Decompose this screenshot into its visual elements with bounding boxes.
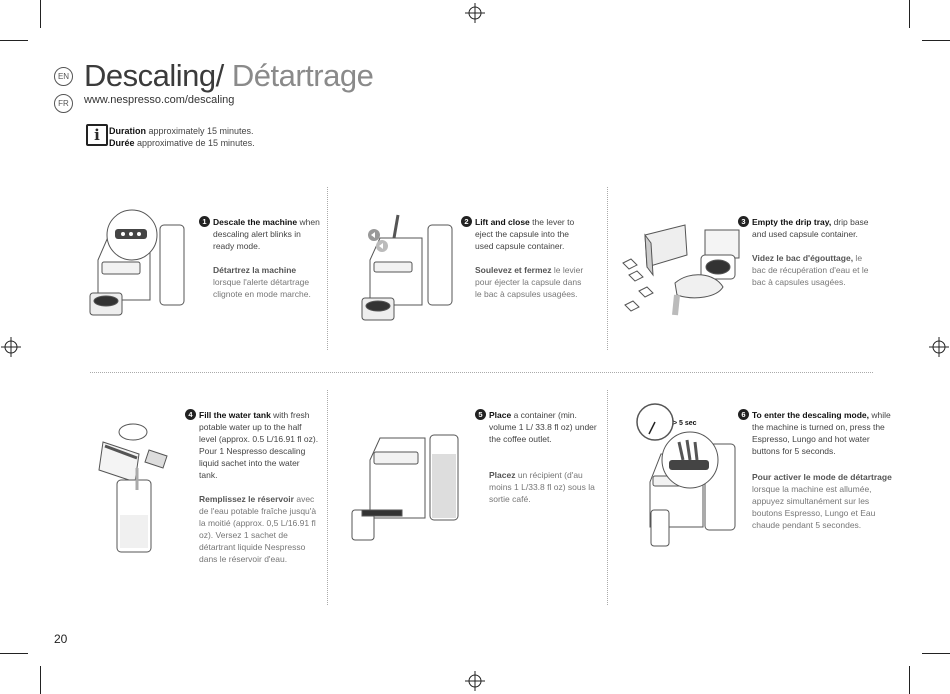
column-divider <box>607 390 608 605</box>
step-4-fr-text: avec de l'eau potable fraîche jusqu'à la moitié (approx. 0,5 L/16.91 fl oz). Versez 1 sachet de détartrant liquide Nespresso dans le réservoir d'eau. <box>199 494 317 564</box>
step-3-en-bold: Empty the drip tray, <box>752 217 832 227</box>
crop-mark <box>0 653 28 654</box>
step-1-fr <box>213 264 321 300</box>
step-4-en-bold: Fill the water tank <box>199 410 271 420</box>
step-1-fr-text: lorsque l'alerte détartrage clignote en mode marche. <box>213 277 311 299</box>
step-4-fr-bold: Remplissez le réservoir <box>199 494 294 504</box>
language-badge-fr: FR <box>54 94 73 113</box>
crop-mark <box>0 40 28 41</box>
step-5-fr-text: un récipient (d'au moins 1 L/33.8 fl oz) sous la sortie café. <box>489 470 595 504</box>
step-3-illustration <box>615 215 740 340</box>
step-6-fr-text: lorsque la machine est allumée, appuyez simultanément sur les boutons Espresso, Lungo et Eau chaude pendant 5 secondes. <box>752 484 876 530</box>
step-3-en-text: drip base and used capsule container. <box>752 217 869 239</box>
step-5-fr <box>489 469 601 505</box>
crop-mark <box>40 0 41 28</box>
duration-fr <box>109 138 255 148</box>
step-2-en-text: the lever to eject the capsule into the used capsule container. <box>475 217 575 251</box>
step-3-en <box>752 216 877 240</box>
title-en: Descaling/ <box>84 58 224 93</box>
step-3-fr-bold: Videz le bac d'égouttage, <box>752 253 854 263</box>
step-6-en <box>752 409 894 457</box>
crop-mark <box>40 666 41 694</box>
step-number-2: 2 <box>461 216 472 227</box>
step-6-en-bold: To enter the descaling mode, <box>752 410 869 420</box>
step-6-fr-bold: Pour activer le mode de détartrage <box>752 472 892 482</box>
step-5-illustration <box>350 430 465 545</box>
step-number-4: 4 <box>185 409 196 420</box>
step-1-en <box>213 216 321 252</box>
registration-mark-icon <box>465 3 485 23</box>
step-4 <box>188 409 319 565</box>
step-5-en <box>489 409 601 445</box>
step-4-en-text: with fresh potable water up to the half level (approx. 0.5 L/16.91 fl oz). Pour 1 Nespresso descaling liquid sachet into the water tank. <box>199 410 319 480</box>
step-6 <box>741 409 894 531</box>
row-divider <box>90 372 873 373</box>
registration-mark-icon <box>1 337 21 357</box>
step-2-fr-bold: Soulevez et fermez <box>475 265 552 275</box>
crop-mark <box>909 666 910 694</box>
step-number-1: 1 <box>199 216 210 227</box>
step-1-illustration <box>90 205 190 325</box>
duration-en-label: Duration <box>109 126 146 136</box>
step-2-en-bold: Lift and close <box>475 217 530 227</box>
step-number-5: 5 <box>475 409 486 420</box>
page-number: 20 <box>54 632 68 646</box>
step-5-en-bold: Place <box>489 410 512 420</box>
step-2-en <box>475 216 587 252</box>
step-3-fr <box>752 252 877 288</box>
step-1-en-text: when descaling alert blinks in ready mode. <box>213 217 320 251</box>
step-1-en-bold: Descale the machine <box>213 217 298 227</box>
column-divider <box>607 187 608 350</box>
language-badge-en: EN <box>54 67 73 86</box>
step-6-fr <box>752 471 894 531</box>
info-icon: i <box>86 124 108 146</box>
step-4-illustration <box>95 420 185 555</box>
descaling-url: www.nespresso.com/descaling <box>84 94 235 106</box>
step-3 <box>741 216 877 288</box>
step-4-fr <box>199 493 319 565</box>
step-1 <box>202 216 321 300</box>
step-number-3: 3 <box>738 216 749 227</box>
duration-fr-label: Durée <box>109 138 135 148</box>
step-number-6: 6 <box>738 409 749 420</box>
step-2 <box>464 216 587 300</box>
step-6-en-text: while the machine is turned on, press the Espresso, Lungo and hot water buttons for 5 seconds. <box>752 410 891 456</box>
column-divider <box>327 390 328 605</box>
step-2-fr-text: le levier pour éjecter la capsule dans le bac à capsules usagées. <box>475 265 584 299</box>
crop-mark <box>922 653 950 654</box>
step-5-en-text: a container (min. volume 1 L/ 33.8 fl oz) under the coffee outlet. <box>489 410 597 444</box>
step-2-illustration <box>362 210 462 330</box>
step-5-fr-bold: Placez <box>489 470 516 480</box>
crop-mark <box>922 40 950 41</box>
page-title <box>84 58 373 94</box>
duration-en-text: approximately 15 minutes. <box>146 126 254 136</box>
duration-en <box>109 126 254 136</box>
step-2-fr <box>475 264 587 300</box>
duration-fr-text: approximative de 15 minutes. <box>134 138 255 148</box>
step-3-fr-text: le bac de récupération d'eau et le bac à capsules usagées. <box>752 253 869 287</box>
registration-mark-icon <box>465 671 485 691</box>
timer-label: > 5 sec <box>673 420 697 427</box>
crop-mark <box>909 0 910 28</box>
step-5 <box>478 409 601 505</box>
title-fr: Détartrage <box>223 58 374 93</box>
registration-mark-icon <box>929 337 949 357</box>
column-divider <box>327 187 328 350</box>
step-1-fr-bold: Détartrez la machine <box>213 265 297 275</box>
step-4-en <box>199 409 319 481</box>
